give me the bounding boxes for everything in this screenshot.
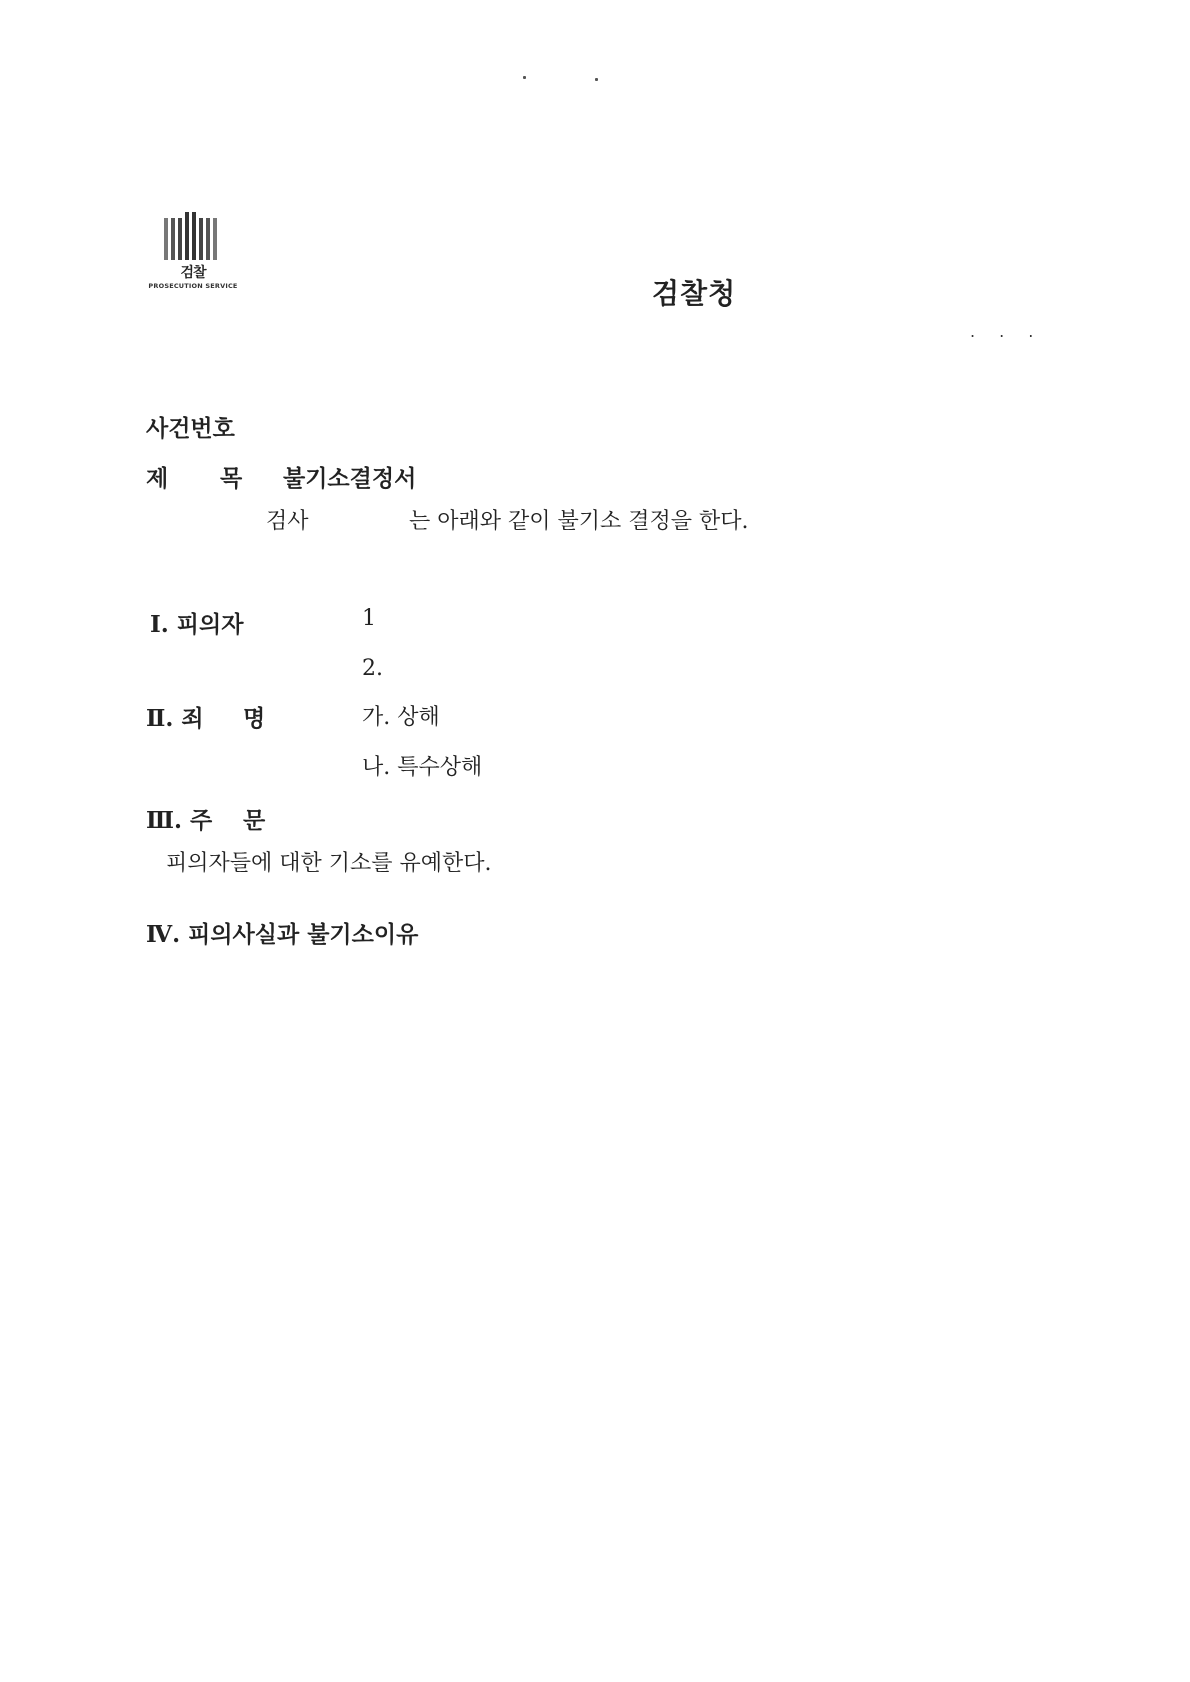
office-title: 검찰청: [652, 277, 737, 310]
suspect-item: 1: [362, 606, 376, 631]
subject-label-first: 제: [146, 465, 169, 492]
suspect-item: 2.: [362, 656, 383, 681]
logo-text-english: PROSECUTION SERVICE: [148, 282, 238, 290]
scan-mark: [523, 76, 526, 79]
scan-mark: [595, 78, 598, 81]
date-field: [970, 322, 1057, 341]
case-number-label: 사건번호: [146, 415, 235, 442]
subject-label-second: 목: [220, 465, 243, 492]
section-disposition-label-word: 문: [243, 807, 266, 834]
charge-item: 가. 상해: [362, 705, 440, 730]
section-suspects-label: Ⅰ. 피의자: [150, 611, 244, 638]
section-disposition-label: Ⅲ. 주: [146, 807, 213, 834]
prosecution-logo: [148, 212, 238, 302]
decision-sentence: 는 아래와 같이 불기소 결정을 한다.: [409, 509, 749, 534]
date-mark: .: [999, 322, 1005, 341]
section-charges-label-word: 명: [243, 705, 266, 732]
disposition-text: 피의자들에 대한 기소를 유예한다.: [166, 851, 492, 876]
section-charges-label: Ⅱ. 죄: [146, 705, 204, 732]
charge-item: 나. 특수상해: [362, 755, 483, 780]
subject-value: 불기소결정서: [283, 465, 417, 492]
section-facts-label: Ⅳ. 피의사실과 불기소이유: [146, 921, 419, 948]
logo-bars-icon: [164, 212, 222, 260]
logo-text-korean: 검찰: [180, 265, 206, 281]
date-mark: .: [970, 322, 976, 341]
date-mark: .: [1028, 322, 1034, 341]
prosecutor-label: 검사: [266, 509, 309, 534]
